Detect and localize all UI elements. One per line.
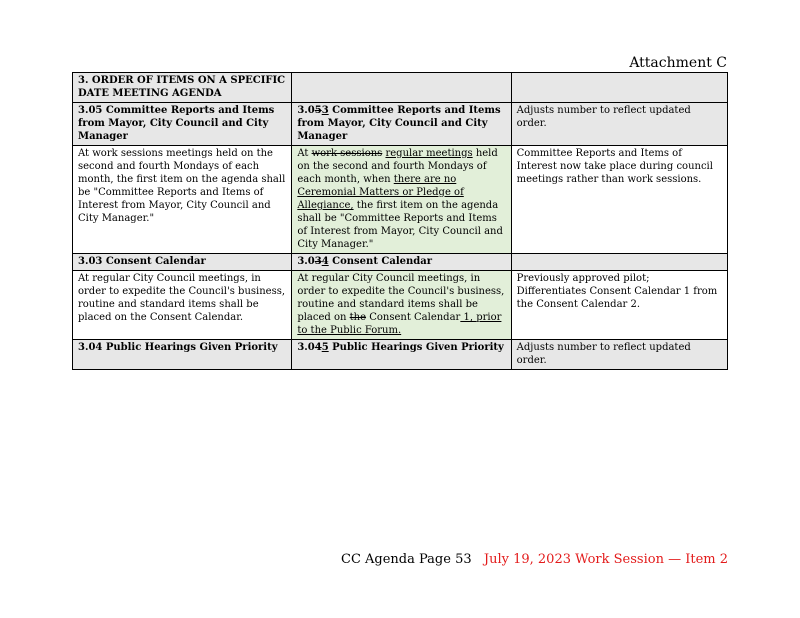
original-heading-cell: 3.05 Committee Reports and Items from Mayor, City Council and City Manager [73, 103, 292, 146]
revised-text: 3.0 [297, 256, 315, 267]
deleted-text: 4 [314, 342, 322, 353]
rationale-cell: Previously approved pilot; Differentiates Consent Calendar 1 from the Consent Calendar 2. [511, 271, 727, 340]
original-heading-cell: 3.04 Public Hearings Given Priority [73, 340, 292, 370]
table-row [73, 146, 728, 254]
revised-heading-cell [292, 103, 511, 146]
table-row [73, 73, 728, 103]
inserted-text: 5 [321, 342, 329, 353]
revised-text: Consent Calendar [328, 256, 433, 267]
section-heading-cell: 3. ORDER OF ITEMS ON A SPECIFIC DATE MEETING AGENDA [73, 73, 292, 103]
revised-text: Public Hearings Given Priority [328, 342, 504, 353]
deleted-text: 3 [314, 256, 322, 267]
revised-heading-cell [292, 340, 511, 370]
rationale-cell: Adjusts number to reflect updated order. [511, 340, 727, 370]
revised-text: held on the second and fourth Mondays of each month, when [297, 148, 498, 185]
original-heading-cell: 3.03 Consent Calendar [73, 254, 292, 271]
deleted-text: the [349, 312, 367, 323]
inserted-text: regular meetings [385, 148, 473, 159]
revised-text: Committee Reports and Items from Mayor, City Council and City Manager [297, 105, 501, 142]
deleted-text: work sessions [311, 148, 383, 159]
comparison-table [72, 72, 728, 370]
revised-text-cell [292, 146, 511, 254]
rationale-cell: Adjusts number to reflect updated order. [511, 103, 727, 146]
deleted-text: 5 [314, 105, 322, 116]
inserted-text: 4 [321, 256, 329, 267]
footer-session-label: July 19, 2023 Work Session — Item 2 [483, 552, 728, 567]
rationale-cell [511, 254, 727, 271]
inserted-text: there are no Ceremonial Matters or Pledge of Allegiance, [297, 174, 464, 211]
inserted-text: 3 [321, 105, 329, 116]
footer-page-number: CC Agenda Page 53 [341, 552, 472, 567]
revised-heading-cell [292, 254, 511, 271]
revised-text: 3.0 [297, 105, 315, 116]
table-row [73, 254, 728, 271]
revised-text: Consent Calendar [366, 312, 461, 323]
table-cell [511, 73, 727, 103]
table-cell [292, 73, 511, 103]
original-text-cell: At work sessions meetings held on the second and fourth Mondays of each month, the first item on the agenda shall be "Committee Reports and Items of Interest from Mayor, City Council and City Manager." [73, 146, 292, 254]
revised-text-cell [292, 271, 511, 340]
original-text-cell: At regular City Council meetings, in order to expedite the Council's business, routine and standard items shall be placed on the Consent Calendar. [73, 271, 292, 340]
revised-text: At [297, 148, 312, 159]
rationale-cell: Committee Reports and Items of Interest now take place during council meetings rather than work sessions. [511, 146, 727, 254]
revised-text: the first item on the agenda shall be "Committee Reports and Items of Interest from Mayor, City Council and City Manager." [297, 200, 503, 250]
attachment-label: Attachment C [629, 55, 727, 71]
table-row [73, 271, 728, 340]
revised-text: 3.0 [297, 342, 315, 353]
inserted-text: 1, prior to the Public Forum. [297, 312, 502, 336]
table-row [73, 103, 728, 146]
revised-text: At regular City Council meetings, in order to expedite the Council's business, routine and standard items shall be placed on [297, 273, 505, 323]
table-row [73, 340, 728, 370]
